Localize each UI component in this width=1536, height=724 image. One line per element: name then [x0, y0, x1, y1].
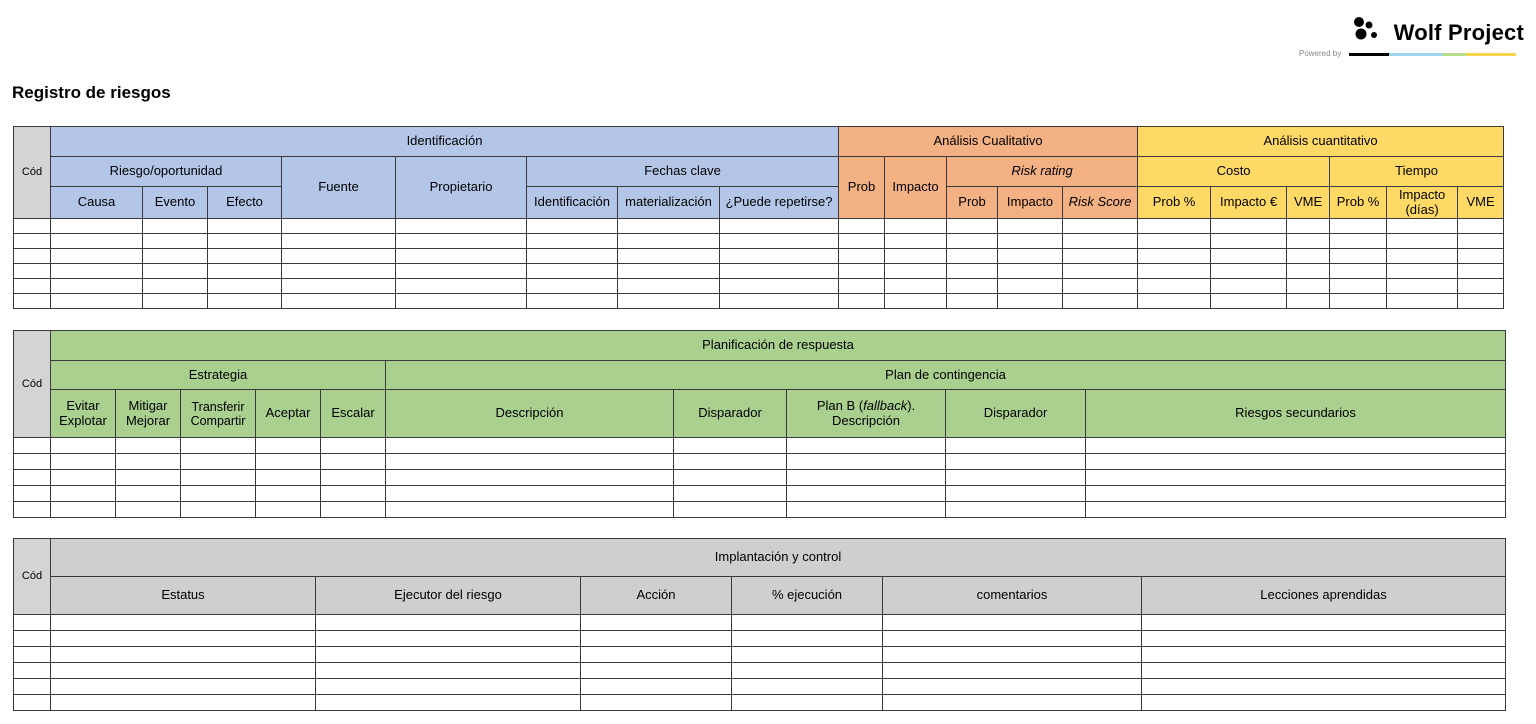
plan-contingencia-header: Plan de contingencia: [386, 361, 1506, 390]
table-cell[interactable]: [618, 294, 720, 309]
table-cell[interactable]: [51, 438, 116, 454]
cod-cell[interactable]: [14, 663, 51, 679]
table-cell[interactable]: [947, 249, 998, 264]
paw-dots-icon: [1352, 16, 1386, 44]
table-cell[interactable]: [720, 249, 839, 264]
table-cell[interactable]: [256, 438, 321, 454]
risk-score-header: Risk Score: [1063, 187, 1138, 219]
pct-ejecucion-header: % ejecución: [732, 577, 883, 615]
table-cell[interactable]: [581, 695, 732, 711]
table-cell[interactable]: [316, 647, 581, 663]
table-cell[interactable]: [885, 219, 947, 234]
cod-cell[interactable]: [14, 438, 51, 454]
tiempo-header: Tiempo: [1330, 157, 1504, 187]
table-cell[interactable]: [1330, 234, 1387, 249]
table-row: [14, 279, 1504, 294]
aceptar-header: Aceptar: [256, 390, 321, 438]
analisis-cualitativo-header: Análisis Cualitativo: [839, 127, 1138, 157]
cod-cell[interactable]: [14, 647, 51, 663]
transferir-compartir-header: Transferir Compartir: [181, 390, 256, 438]
cod-cell[interactable]: [14, 470, 51, 486]
plan-b-prefix: Plan B (: [816, 397, 864, 413]
table1-body: [14, 219, 1504, 309]
table-cell[interactable]: [282, 279, 396, 294]
implantacion-header: Implantación y control: [51, 539, 1506, 577]
table-cell[interactable]: [386, 470, 674, 486]
table-cell[interactable]: [116, 470, 181, 486]
table-cell[interactable]: [1211, 279, 1287, 294]
table-cell[interactable]: [839, 264, 885, 279]
table-cell[interactable]: [1330, 279, 1387, 294]
table-cell[interactable]: [143, 234, 208, 249]
table-cell[interactable]: [1142, 663, 1506, 679]
table-cell[interactable]: [51, 219, 143, 234]
table-cell[interactable]: [1211, 234, 1287, 249]
table-cell[interactable]: [527, 264, 618, 279]
table-cell[interactable]: [527, 219, 618, 234]
cod-header: Cód: [14, 539, 51, 615]
planificacion-header: Planificación de respuesta: [51, 331, 1506, 361]
table-cell[interactable]: [208, 219, 282, 234]
table-cell[interactable]: [883, 679, 1142, 695]
disparador-header: Disparador: [674, 390, 787, 438]
table-cell[interactable]: [720, 294, 839, 309]
table-cell[interactable]: [674, 502, 787, 518]
table-cell[interactable]: [998, 234, 1063, 249]
efecto-header: Efecto: [208, 187, 282, 219]
materializacion-header: materialización: [618, 187, 720, 219]
cod-cell[interactable]: [14, 249, 51, 264]
identification-analysis-table: [13, 126, 1504, 309]
table-cell[interactable]: [386, 438, 674, 454]
impacto-header: Impacto: [885, 157, 947, 219]
table-cell[interactable]: [116, 502, 181, 518]
page-title: Registro de riesgos: [12, 83, 171, 102]
table-cell[interactable]: [732, 631, 883, 647]
table-cell[interactable]: [883, 647, 1142, 663]
table-cell[interactable]: [396, 234, 527, 249]
table-cell[interactable]: [839, 279, 885, 294]
table-cell[interactable]: [1458, 249, 1504, 264]
table-cell[interactable]: [116, 438, 181, 454]
table-cell[interactable]: [946, 438, 1086, 454]
table-cell[interactable]: [51, 647, 316, 663]
table-cell[interactable]: [396, 219, 527, 234]
table-cell[interactable]: [720, 234, 839, 249]
table-cell[interactable]: [1387, 264, 1458, 279]
table-cell[interactable]: [1387, 234, 1458, 249]
table-cell[interactable]: [51, 294, 143, 309]
table-cell[interactable]: [316, 631, 581, 647]
evitar-explotar-header: Evitar Explotar: [51, 390, 116, 438]
table-cell[interactable]: [1063, 294, 1138, 309]
table-cell[interactable]: [256, 454, 321, 470]
table-cell[interactable]: [316, 663, 581, 679]
table-cell[interactable]: [1287, 234, 1330, 249]
table-cell[interactable]: [208, 294, 282, 309]
estatus-header: Estatus: [51, 577, 316, 615]
disparador-2-header: Disparador: [946, 390, 1086, 438]
table-cell[interactable]: [316, 615, 581, 631]
table-cell[interactable]: [839, 249, 885, 264]
table3-body: [14, 615, 1506, 711]
table-cell[interactable]: [1063, 219, 1138, 234]
table-cell[interactable]: [208, 234, 282, 249]
table-cell[interactable]: [1086, 438, 1506, 454]
comentarios-header: comentarios: [883, 577, 1142, 615]
fecha-identificacion-header: Identificación: [527, 187, 618, 219]
table-cell[interactable]: [1287, 219, 1330, 234]
table-row: [14, 647, 1506, 663]
puede-repetirse-header: ¿Puede repetirse?: [720, 187, 839, 219]
brand-logo: [1294, 14, 1524, 60]
table-cell[interactable]: [1287, 279, 1330, 294]
table-cell[interactable]: [51, 695, 316, 711]
cod-header: Cód: [14, 127, 51, 219]
table-cell[interactable]: [321, 470, 386, 486]
cod-cell[interactable]: [14, 631, 51, 647]
table-cell[interactable]: [1287, 264, 1330, 279]
table-row: [14, 663, 1506, 679]
table-cell[interactable]: [1063, 264, 1138, 279]
table-row: [14, 695, 1506, 711]
table-cell[interactable]: [1387, 249, 1458, 264]
riesgos-secundarios-header: Riesgos secundarios: [1086, 390, 1506, 438]
table-cell[interactable]: [181, 454, 256, 470]
table-cell[interactable]: [116, 454, 181, 470]
brand-name: Wolf Project: [1393, 20, 1524, 45]
table-cell[interactable]: [143, 279, 208, 294]
table-row: [14, 502, 1506, 518]
table-cell[interactable]: [1330, 294, 1387, 309]
table-cell[interactable]: [51, 663, 316, 679]
table-row: [14, 294, 1504, 309]
analisis-cuantitativo-header: Análisis cuantitativo: [1138, 127, 1504, 157]
table-cell[interactable]: [181, 502, 256, 518]
table-cell[interactable]: [883, 695, 1142, 711]
table-cell[interactable]: [1330, 264, 1387, 279]
accion-header: Acción: [581, 577, 732, 615]
table-cell[interactable]: [1387, 294, 1458, 309]
table-cell[interactable]: [51, 249, 143, 264]
table-cell[interactable]: [883, 631, 1142, 647]
plan-b-header: [787, 390, 946, 438]
table-cell[interactable]: [1138, 264, 1211, 279]
table-cell[interactable]: [51, 234, 143, 249]
table-cell[interactable]: [282, 264, 396, 279]
table-cell[interactable]: [732, 663, 883, 679]
cod-cell[interactable]: [14, 264, 51, 279]
table-cell[interactable]: [1330, 249, 1387, 264]
table-cell[interactable]: [396, 264, 527, 279]
table-cell[interactable]: [839, 234, 885, 249]
table-cell[interactable]: [527, 279, 618, 294]
mitigar-mejorar-header: Mitigar Mejorar: [116, 390, 181, 438]
cod-cell[interactable]: [14, 615, 51, 631]
table-cell[interactable]: [1330, 219, 1387, 234]
table-cell[interactable]: [51, 279, 143, 294]
table-cell[interactable]: [51, 615, 316, 631]
table-cell[interactable]: [1063, 279, 1138, 294]
table-cell[interactable]: [581, 663, 732, 679]
table-cell[interactable]: [1387, 219, 1458, 234]
table-row: [14, 249, 1504, 264]
costo-header: Costo: [1138, 157, 1330, 187]
table-cell[interactable]: [321, 502, 386, 518]
ejecutor-header: Ejecutor del riesgo: [316, 577, 581, 615]
table-cell[interactable]: [674, 454, 787, 470]
table-cell[interactable]: [386, 486, 674, 502]
estrategia-header: Estrategia: [51, 361, 386, 390]
table-cell[interactable]: [618, 219, 720, 234]
table-cell[interactable]: [883, 615, 1142, 631]
cod-cell[interactable]: [14, 486, 51, 502]
table-cell[interactable]: [883, 663, 1142, 679]
table-cell[interactable]: [1142, 615, 1506, 631]
table-cell[interactable]: [1138, 294, 1211, 309]
table-cell[interactable]: [1142, 631, 1506, 647]
table-cell[interactable]: [947, 264, 998, 279]
table-cell[interactable]: [720, 264, 839, 279]
table-cell[interactable]: [674, 438, 787, 454]
table-cell[interactable]: [839, 294, 885, 309]
fuente-header: Fuente: [282, 157, 396, 219]
impacto-dias-header: Impacto (días): [1387, 187, 1458, 219]
table-cell[interactable]: [51, 470, 116, 486]
table-cell[interactable]: [208, 249, 282, 264]
table-cell[interactable]: [1142, 647, 1506, 663]
table-cell[interactable]: [1211, 264, 1287, 279]
evento-header: Evento: [143, 187, 208, 219]
table-cell[interactable]: [386, 454, 674, 470]
table-cell[interactable]: [256, 486, 321, 502]
table-cell[interactable]: [396, 294, 527, 309]
cod-cell[interactable]: [14, 502, 51, 518]
table-cell[interactable]: [1063, 234, 1138, 249]
table-cell[interactable]: [1138, 249, 1211, 264]
table-cell[interactable]: [282, 294, 396, 309]
cod-cell[interactable]: [14, 294, 51, 309]
cod-cell[interactable]: [14, 454, 51, 470]
table-cell[interactable]: [143, 264, 208, 279]
propietario-header: Propietario: [396, 157, 527, 219]
table-cell[interactable]: [282, 234, 396, 249]
table-cell[interactable]: [885, 264, 947, 279]
escalar-header: Escalar: [321, 390, 386, 438]
table-cell[interactable]: [998, 294, 1063, 309]
table-cell[interactable]: [181, 438, 256, 454]
vme-tiempo-header: VME: [1458, 187, 1504, 219]
table-row: [14, 615, 1506, 631]
table-cell[interactable]: [787, 502, 946, 518]
table-cell[interactable]: [1138, 234, 1211, 249]
table-row: [14, 470, 1506, 486]
causa-header: Causa: [51, 187, 143, 219]
table-cell[interactable]: [946, 502, 1086, 518]
table-cell[interactable]: [1458, 279, 1504, 294]
table-cell[interactable]: [946, 454, 1086, 470]
table-cell[interactable]: [282, 249, 396, 264]
response-planning-table: [13, 330, 1506, 518]
table-cell[interactable]: [1287, 294, 1330, 309]
table-cell[interactable]: [1211, 294, 1287, 309]
table-cell[interactable]: [316, 695, 581, 711]
identificacion-header: Identificación: [51, 127, 839, 157]
table-cell[interactable]: [1458, 294, 1504, 309]
table-cell[interactable]: [581, 647, 732, 663]
powered-by-label: Powered by: [1299, 49, 1342, 58]
prob-header: Prob: [839, 157, 885, 219]
table-cell[interactable]: [885, 234, 947, 249]
brand-color-bar: [1349, 53, 1516, 56]
table-cell[interactable]: [1458, 219, 1504, 234]
table-cell[interactable]: [1086, 486, 1506, 502]
table-cell[interactable]: [321, 454, 386, 470]
cod-cell[interactable]: [14, 695, 51, 711]
table-cell[interactable]: [1387, 279, 1458, 294]
cod-cell[interactable]: [14, 219, 51, 234]
table-cell[interactable]: [1138, 279, 1211, 294]
table-cell[interactable]: [947, 234, 998, 249]
table-cell[interactable]: [256, 502, 321, 518]
table-cell[interactable]: [1211, 219, 1287, 234]
table-cell[interactable]: [720, 219, 839, 234]
table-cell[interactable]: [143, 219, 208, 234]
cod-cell[interactable]: [14, 279, 51, 294]
table-cell[interactable]: [581, 679, 732, 695]
table-cell[interactable]: [732, 695, 883, 711]
plan-b-suffix: ). Descripción: [832, 397, 916, 428]
table-row: [14, 264, 1504, 279]
table-cell[interactable]: [1458, 264, 1504, 279]
implementation-control-table: [13, 538, 1506, 711]
table-cell[interactable]: [527, 234, 618, 249]
table-cell[interactable]: [321, 438, 386, 454]
table-cell[interactable]: [143, 294, 208, 309]
table-row: [14, 454, 1506, 470]
riesgo-oportunidad-header: Riesgo/oportunidad: [51, 157, 282, 187]
table-row: [14, 631, 1506, 647]
table-cell[interactable]: [581, 615, 732, 631]
table-cell[interactable]: [787, 470, 946, 486]
table-cell[interactable]: [51, 502, 116, 518]
table-cell[interactable]: [1211, 249, 1287, 264]
table-cell[interactable]: [581, 631, 732, 647]
table-cell[interactable]: [946, 486, 1086, 502]
table-cell[interactable]: [208, 264, 282, 279]
table-cell[interactable]: [316, 679, 581, 695]
table-cell[interactable]: [732, 615, 883, 631]
table-cell[interactable]: [256, 470, 321, 486]
table-row: [14, 234, 1504, 249]
table-cell[interactable]: [618, 264, 720, 279]
table-cell[interactable]: [885, 279, 947, 294]
table-cell[interactable]: [527, 249, 618, 264]
table-cell[interactable]: [674, 470, 787, 486]
table-row: [14, 486, 1506, 502]
cod-cell[interactable]: [14, 679, 51, 695]
table-cell[interactable]: [618, 249, 720, 264]
table-cell[interactable]: [998, 279, 1063, 294]
lecciones-header: Lecciones aprendidas: [1142, 577, 1506, 615]
table-cell[interactable]: [885, 294, 947, 309]
descripcion-header: Descripción: [386, 390, 674, 438]
table-cell[interactable]: [282, 219, 396, 234]
table-cell[interactable]: [1458, 234, 1504, 249]
rr-impacto-header: Impacto: [998, 187, 1063, 219]
table-cell[interactable]: [946, 470, 1086, 486]
table-cell[interactable]: [787, 454, 946, 470]
table-cell[interactable]: [143, 249, 208, 264]
table-cell[interactable]: [732, 679, 883, 695]
table-cell[interactable]: [1142, 695, 1506, 711]
table-cell[interactable]: [51, 454, 116, 470]
table-cell[interactable]: [947, 279, 998, 294]
table-cell[interactable]: [181, 470, 256, 486]
table-cell[interactable]: [386, 502, 674, 518]
cod-header: Cód: [14, 331, 51, 438]
table-cell[interactable]: [51, 486, 116, 502]
table-cell[interactable]: [1063, 249, 1138, 264]
fechas-clave-header: Fechas clave: [527, 157, 839, 187]
table-cell[interactable]: [1086, 454, 1506, 470]
prob-pct-tiempo-header: Prob %: [1330, 187, 1387, 219]
table-cell[interactable]: [720, 279, 839, 294]
table-cell[interactable]: [396, 249, 527, 264]
table-cell[interactable]: [1086, 470, 1506, 486]
table-cell[interactable]: [208, 279, 282, 294]
prob-pct-header: Prob %: [1138, 187, 1211, 219]
cod-cell[interactable]: [14, 234, 51, 249]
table-row: [14, 679, 1506, 695]
table2-body: [14, 438, 1506, 518]
table-cell[interactable]: [998, 249, 1063, 264]
table-cell[interactable]: [51, 679, 316, 695]
table-cell[interactable]: [787, 438, 946, 454]
table-cell[interactable]: [181, 486, 256, 502]
table-row: [14, 219, 1504, 234]
table-cell[interactable]: [618, 279, 720, 294]
plan-b-fallback: fallback: [863, 397, 908, 413]
table-cell[interactable]: [51, 631, 316, 647]
table-cell[interactable]: [116, 486, 181, 502]
risk-rating-header: Risk rating: [947, 157, 1138, 187]
table-row: [14, 438, 1506, 454]
table-cell[interactable]: [618, 234, 720, 249]
table-cell[interactable]: [1086, 502, 1506, 518]
table-cell[interactable]: [674, 486, 787, 502]
table-cell[interactable]: [527, 294, 618, 309]
rr-prob-header: Prob: [947, 187, 998, 219]
table-cell[interactable]: [998, 219, 1063, 234]
table-cell[interactable]: [1142, 679, 1506, 695]
table-cell[interactable]: [1287, 249, 1330, 264]
table-cell[interactable]: [947, 219, 998, 234]
table-cell[interactable]: [732, 647, 883, 663]
table-cell[interactable]: [839, 219, 885, 234]
table-cell[interactable]: [51, 264, 143, 279]
table-cell[interactable]: [998, 264, 1063, 279]
impacto-eur-header: Impacto €: [1211, 187, 1287, 219]
table-cell[interactable]: [787, 486, 946, 502]
table-cell[interactable]: [396, 279, 527, 294]
table-cell[interactable]: [321, 486, 386, 502]
table-cell[interactable]: [885, 249, 947, 264]
table-cell[interactable]: [1138, 219, 1211, 234]
table-cell[interactable]: [947, 294, 998, 309]
vme-costo-header: VME: [1287, 187, 1330, 219]
